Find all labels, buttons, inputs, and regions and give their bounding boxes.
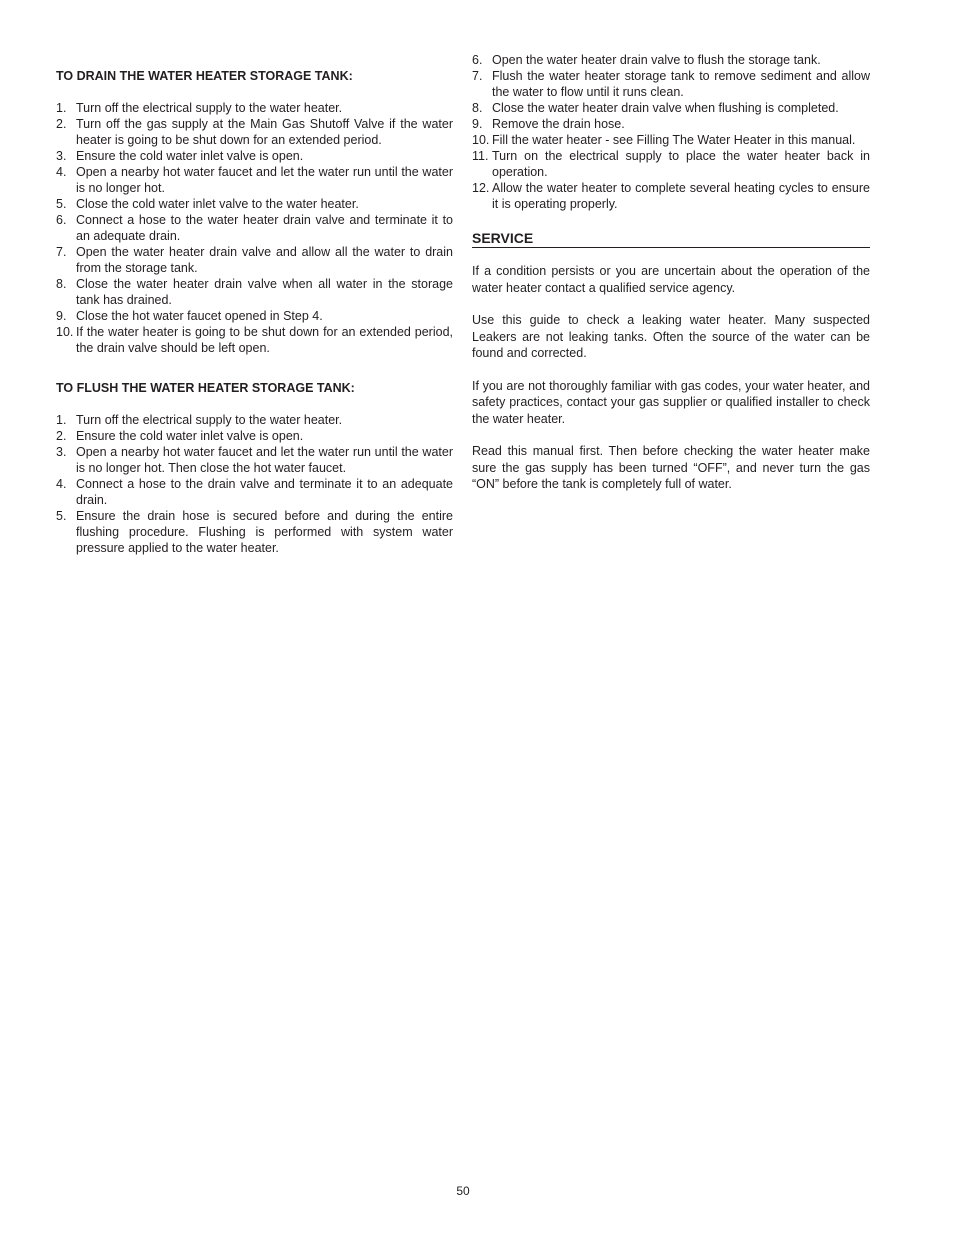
flush-step: 9. Remove the drain hose. (472, 117, 625, 131)
drain-step: 2. Turn off the gas supply at the Main Gas Shutoff Valve if the water heater is going to be shut down for an extended period. (56, 117, 453, 147)
flush-step: 3. Open a nearby hot water faucet and let the water run until the water is no longer hot. Then close the hot water faucet. (56, 445, 453, 475)
drain-step: 3. Ensure the cold water inlet valve is open. (56, 149, 304, 163)
flush-step: 6. Open the water heater drain valve to flush the storage tank. (472, 53, 821, 67)
flush-step: 8. Close the water heater drain valve when flushing is completed. (472, 101, 839, 115)
flush-step: 11. Turn on the electrical supply to place the water heater back in operation. (472, 149, 870, 179)
service-heading: SERVICE (472, 230, 870, 248)
service-paragraph: If you are not thoroughly familiar with gas codes, your water heater, and safety practices, contact your gas supplier or qualified installer to check the water heater. (472, 378, 870, 426)
flush-step: 12. Allow the water heater to complete several heating cycles to ensure it is operating properly. (472, 181, 870, 211)
page-number: 50 (456, 1184, 470, 1198)
service-paragraph: Use this guide to check a leaking water heater. Many suspected Leakers are not leaking tanks. Often the source of the water can be found and corrected. (472, 313, 870, 360)
drain-step: 9. Close the hot water faucet opened in Step 4. (56, 309, 323, 323)
flush-step: 5. Ensure the drain hose is secured before and during the entire flushing procedure. Flushing is performed with system water pressure applied to the water heater. (56, 509, 453, 555)
service-paragraph: If a condition persists or you are uncertain about the operation of the water heater contact a qualified service agency. (472, 264, 870, 295)
flush-steps-list (56, 412, 453, 556)
left-column (56, 52, 453, 556)
drain-steps-list (56, 100, 453, 356)
service-paragraph: Read this manual first. Then before checking the water heater make sure the gas supply has been turned “OFF”, and never turn the gas “ON” before the tank is completely full of water. (472, 444, 870, 491)
flush-steps-list-continued (472, 52, 870, 212)
flush-heading: TO FLUSH THE WATER HEATER STORAGE TANK: (56, 381, 355, 395)
flush-step: 4. Connect a hose to the drain valve and terminate it to an adequate drain. (56, 477, 453, 507)
flush-step: 1. Turn off the electrical supply to the water heater. (56, 413, 343, 427)
drain-step: 1. Turn off the electrical supply to the water heater. (56, 101, 343, 115)
drain-step: 5. Close the cold water inlet valve to the water heater. (56, 197, 359, 211)
flush-step: 2. Ensure the cold water inlet valve is open. (56, 429, 304, 443)
flush-step: 7. Flush the water heater storage tank to remove sediment and allow the water to flow until it runs clean. (472, 69, 870, 99)
drain-step: 10. If the water heater is going to be shut down for an extended period, the drain valve should be left open. (56, 325, 453, 355)
drain-step: 6. Connect a hose to the water heater drain valve and terminate it to an adequate drain. (56, 213, 453, 243)
drain-step: 7. Open the water heater drain valve and allow all the water to drain from the storage tank. (56, 245, 453, 275)
drain-step: 8. Close the water heater drain valve when all water in the storage tank has drained. (56, 277, 453, 307)
drain-step: 4. Open a nearby hot water faucet and let the water run until the water is no longer hot. (56, 165, 453, 195)
drain-heading: TO DRAIN THE WATER HEATER STORAGE TANK: (56, 69, 353, 83)
flush-step: 10. Fill the water heater - see Filling The Water Heater in this manual. (472, 133, 856, 147)
right-column (472, 52, 870, 493)
